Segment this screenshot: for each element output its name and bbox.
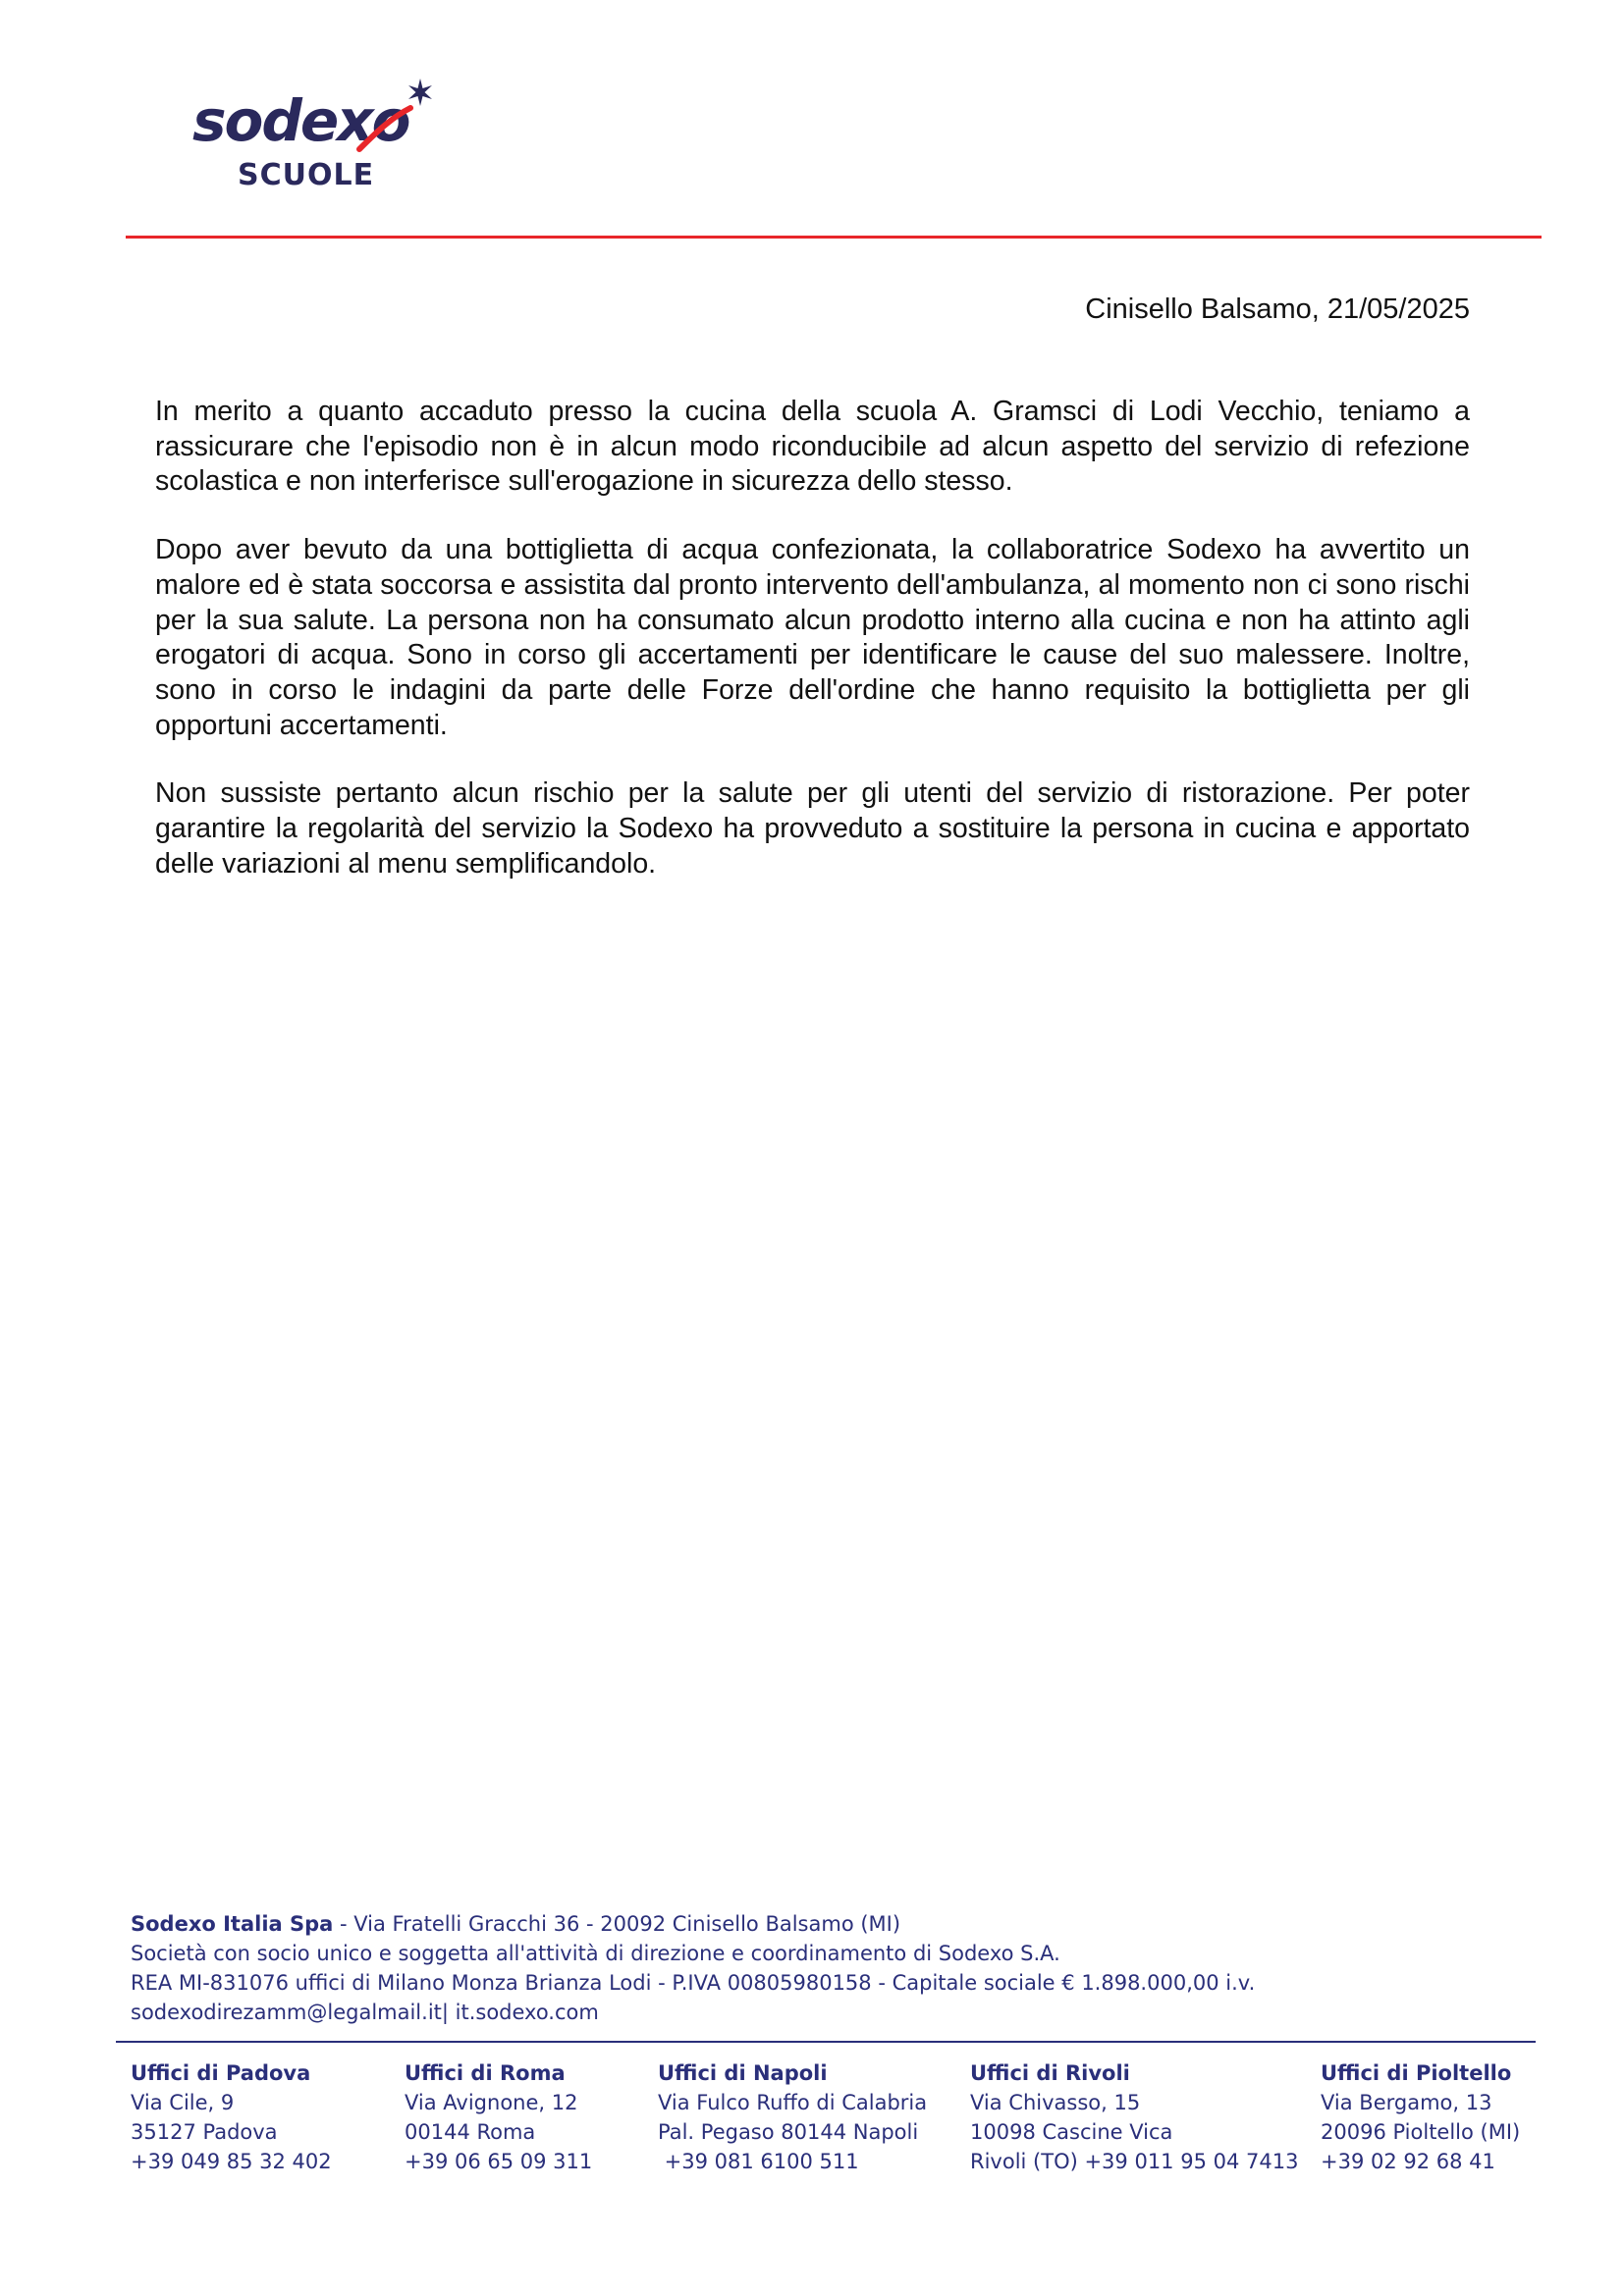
office-napoli: [658, 2058, 927, 2176]
office-phone: +39 06 65 09 311: [405, 2150, 593, 2173]
letter-paragraph-3: Non sussiste pertanto alcun rischio per la salute per gli utenti del servizio di ristorazione. Per poter garantire la regolarità del servizio la Sodexo ha provveduto a sostituire la persona in cucina e apportato delle variazioni al menu semplificandolo.: [155, 777, 1470, 880]
office-title: Uffici di Napoli: [658, 2061, 828, 2085]
office-phone: +39 081 6100 511: [658, 2150, 859, 2173]
footer-company-info: [131, 1909, 1535, 2027]
letter-paragraph-1: In merito a quanto accaduto presso la cucina della scuola A. Gramsci di Lodi Vecchio, teniamo a rassicurare che l'episodio non è in alcun modo riconducibile ad alcun aspetto del servizio di refezione scolastica e non interferisce sull'erogazione in sicurezza dello stesso.: [155, 396, 1470, 498]
letter-body: [155, 395, 1470, 915]
footer-company-name: Sodexo Italia Spa: [131, 1912, 334, 1936]
office-pioltello: [1321, 2058, 1520, 2176]
footer-company-address: - Via Fratelli Gracchi 36 - 20092 Cinisello Balsamo (MI): [333, 1912, 901, 1936]
office-title: Uffici di Roma: [405, 2061, 566, 2085]
company-logo: [192, 79, 448, 196]
office-city: Pal. Pegaso 80144 Napoli: [658, 2120, 919, 2144]
office-address: Via Chivasso, 15: [970, 2091, 1141, 2114]
office-address: Via Avignone, 12: [405, 2091, 578, 2114]
office-phone: +39 02 92 68 41: [1321, 2150, 1495, 2173]
office-address: Via Cile, 9: [131, 2091, 235, 2114]
office-phone: +39 049 85 32 402: [131, 2150, 332, 2173]
logo-subtitle: SCUOLE: [238, 158, 375, 192]
letter-paragraph-2: Dopo aver bevuto da una bottiglietta di acqua confezionata, la collaboratrice Sodexo ha avvertito un malore ed è stata soccorsa e assistita dal pronto intervento dell'ambulanza, al momento non ci sono rischi per la sua salute. La persona non ha consumato alcun prodotto interno alla cucina e non ha attinto agli erogatori di acqua. Sono in corso gli accertamenti per identificare le cause del suo malessere. Inoltre, sono in corso le indagini da parte delle Forze dell'ordine che hanno requisito la bottiglietta per gli opportuni accertamenti.: [155, 534, 1470, 741]
office-title: Uffici di Padova: [131, 2061, 311, 2085]
logo-wordmark: sodexo: [192, 87, 409, 154]
footer-line-registry: REA MI-831076 uffici di Milano Monza Brianza Lodi - P.IVA 00805980158 - Capitale sociale € 1.898.000,00 i.v.: [131, 1971, 1256, 1995]
header-divider: [126, 236, 1542, 239]
logo-star-icon: [406, 79, 434, 106]
office-address: Via Bergamo, 13: [1321, 2091, 1492, 2114]
footer-line-contacts[interactable]: sodexodirezamm@legalmail.it| it.sodexo.com: [131, 2001, 599, 2024]
footer-line-ownership: Società con socio unico e soggetta all'attività di direzione e coordinamento di Sodexo S.A.: [131, 1942, 1060, 1965]
office-padova: [131, 2058, 332, 2176]
footer-divider: [116, 2041, 1536, 2043]
logo-swoosh-icon: [355, 104, 414, 153]
office-city: 20096 Pioltello (MI): [1321, 2120, 1521, 2144]
office-phone: Rivoli (TO) +39 011 95 04 7413: [970, 2150, 1299, 2173]
letter-date: Cinisello Balsamo, 21/05/2025: [1085, 294, 1470, 325]
offices-row: [0, 2058, 1624, 2186]
office-city: 00144 Roma: [405, 2120, 536, 2144]
footer-line-company: [131, 1909, 1535, 1939]
office-city: 10098 Cascine Vica: [970, 2120, 1173, 2144]
office-address: Via Fulco Ruffo di Calabria: [658, 2091, 928, 2114]
office-title: Uffici di Rivoli: [970, 2061, 1130, 2085]
office-roma: [405, 2058, 592, 2176]
office-rivoli: [970, 2058, 1298, 2176]
office-city: 35127 Padova: [131, 2120, 278, 2144]
office-title: Uffici di Pioltello: [1321, 2061, 1512, 2085]
